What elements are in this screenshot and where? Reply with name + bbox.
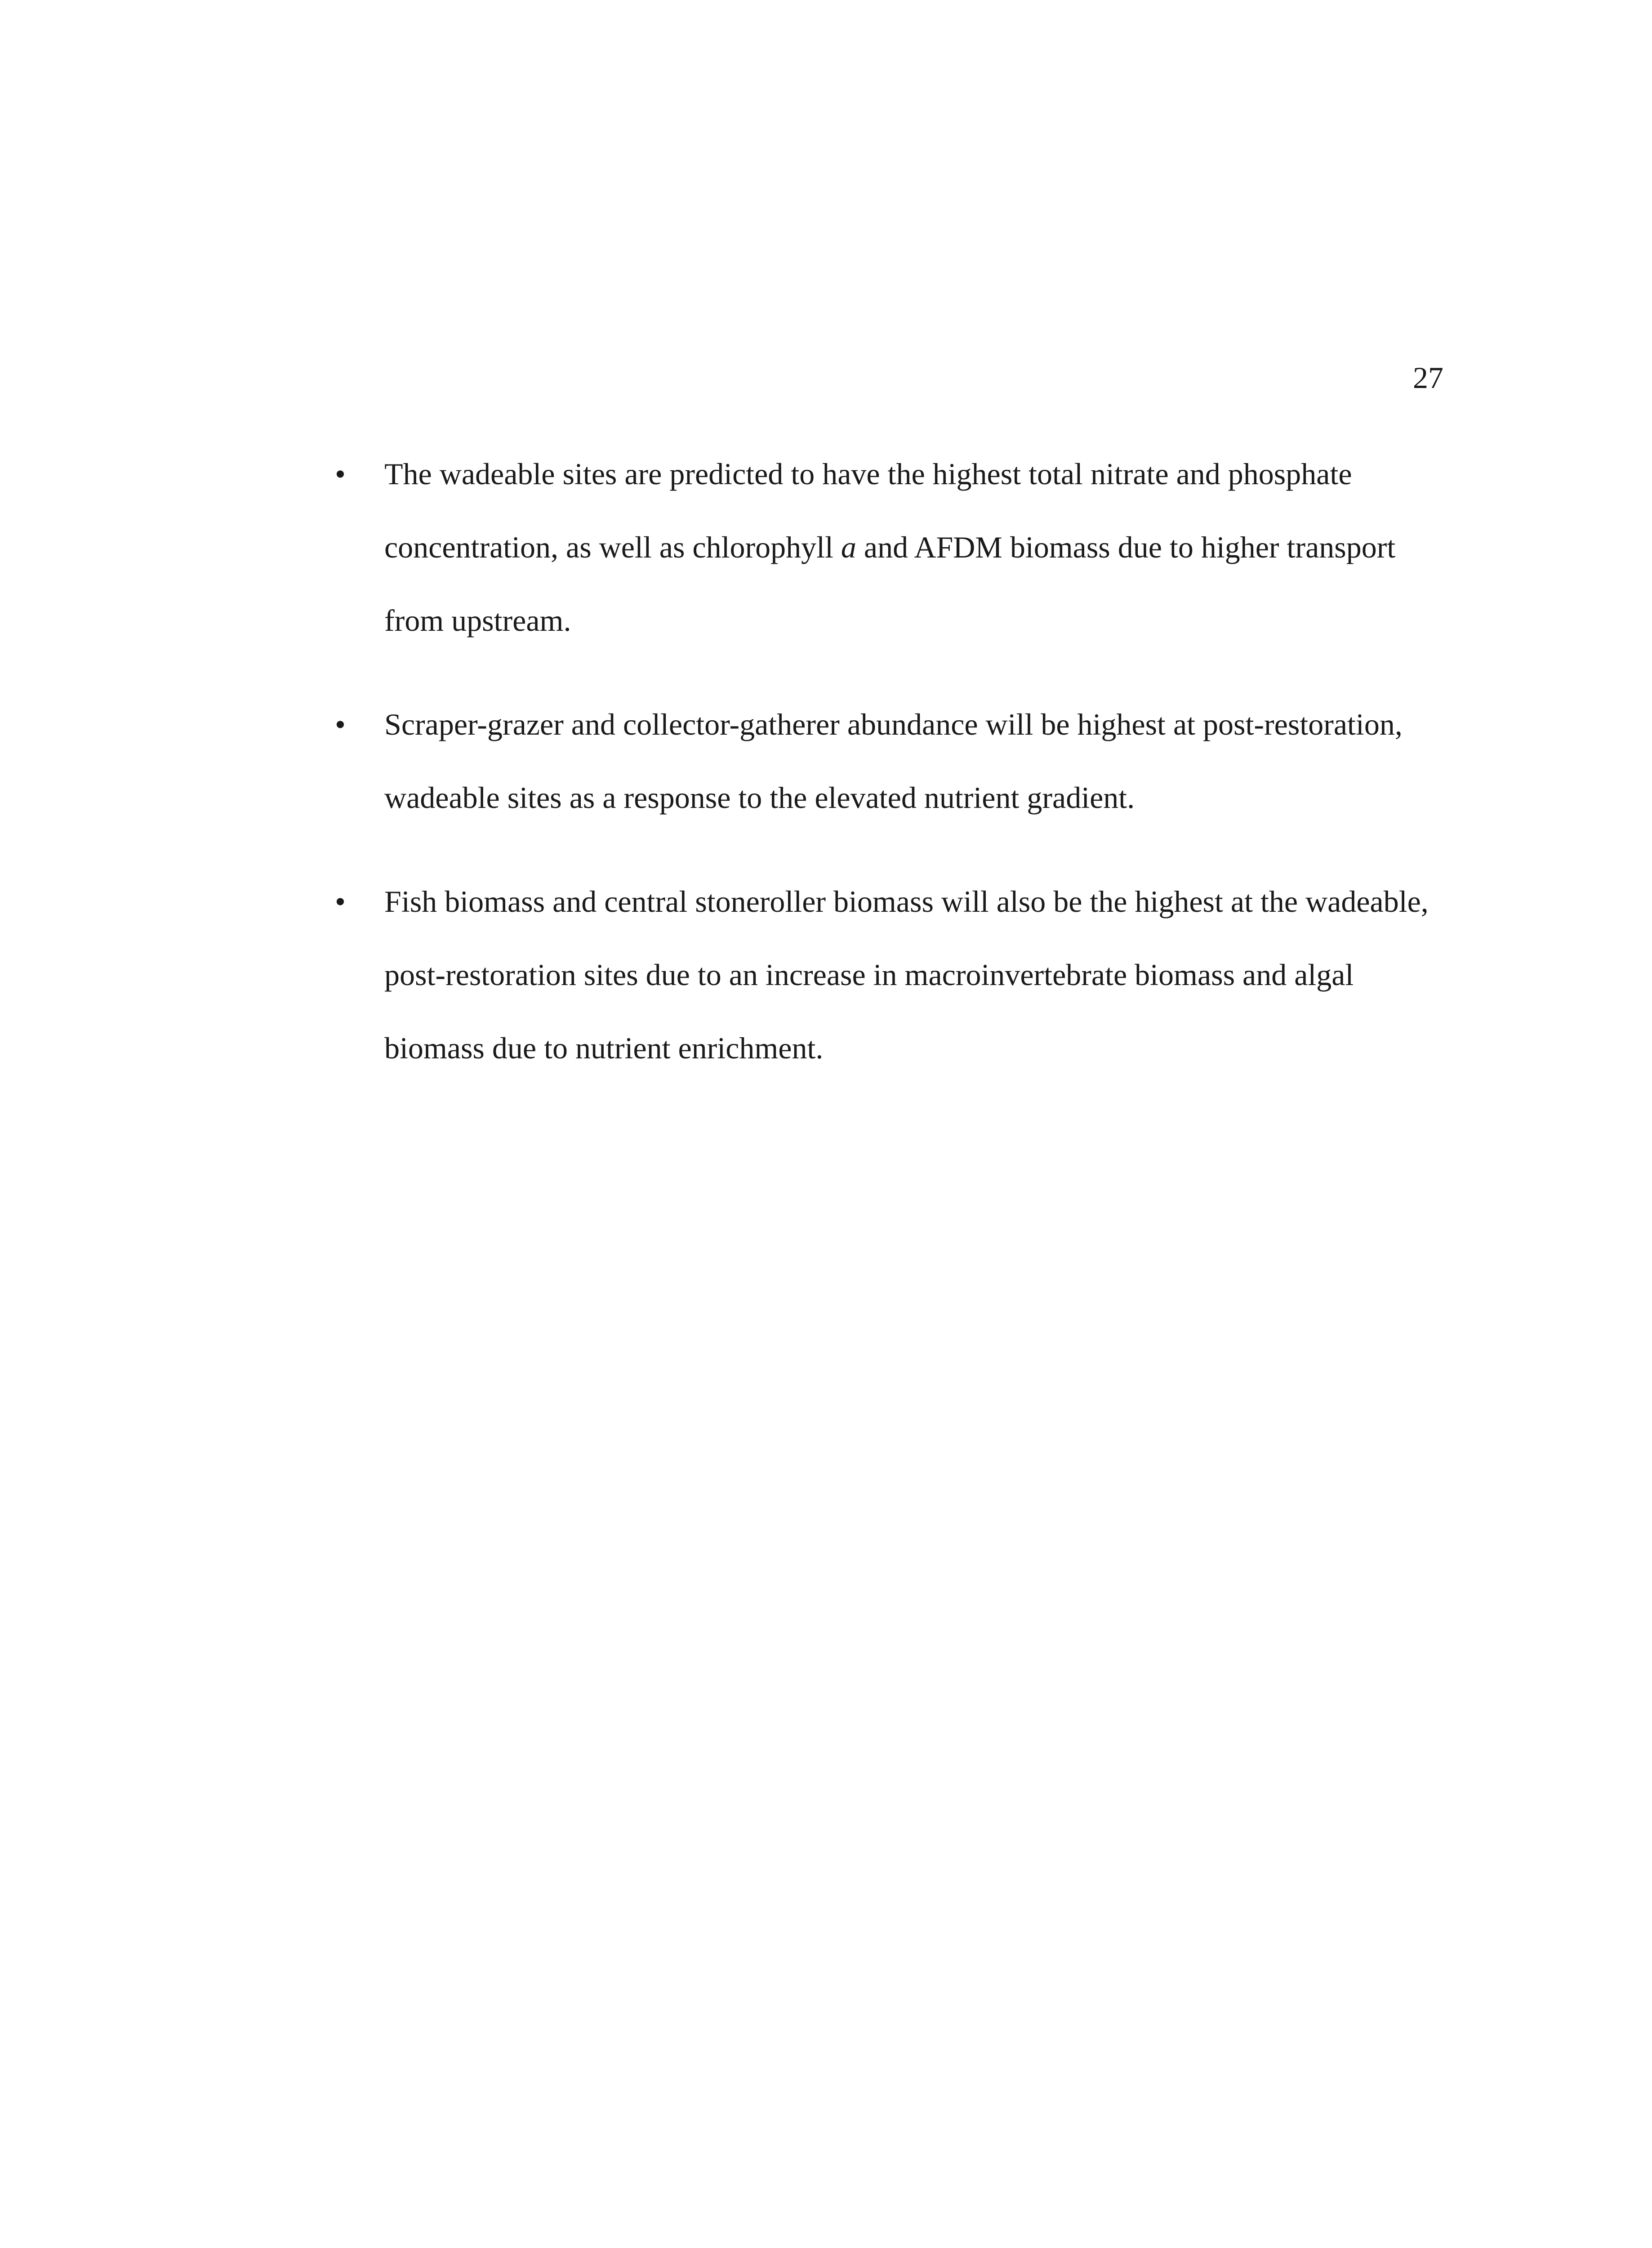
bullet-icon: • xyxy=(335,457,346,491)
bullet-text-part: and AFDM biomass due to higher transport from upstream. xyxy=(384,530,1396,638)
hypotheses-bullet-list xyxy=(335,437,1445,1085)
list-item xyxy=(335,437,1445,657)
bullet-text-abundance: Scraper-grazer and collector-gatherer abundance will be highest at post-restoration, wadeable sites as a response to the elevated nutrient gradient. xyxy=(384,707,1403,815)
bullet-text-nutrients xyxy=(384,437,1445,657)
bullet-icon: • xyxy=(335,884,346,919)
bullet-text-part: The wadeable sites are predicted to have the highest total nitrate and phosphate concentration, as well as chlorophyll xyxy=(384,457,1352,564)
list-item xyxy=(335,865,1445,1085)
list-item xyxy=(335,688,1445,834)
bullet-text-fish-biomass: Fish biomass and central stoneroller biomass will also be the highest at the wadeable, post-restoration sites due to an increase in macroinvertebrate biomass and algal biomass due to nutrient enrichment. xyxy=(384,884,1429,1065)
page-number: 27 xyxy=(1413,361,1443,395)
bullet-icon: • xyxy=(335,707,346,741)
italic-variable: a xyxy=(841,530,856,564)
